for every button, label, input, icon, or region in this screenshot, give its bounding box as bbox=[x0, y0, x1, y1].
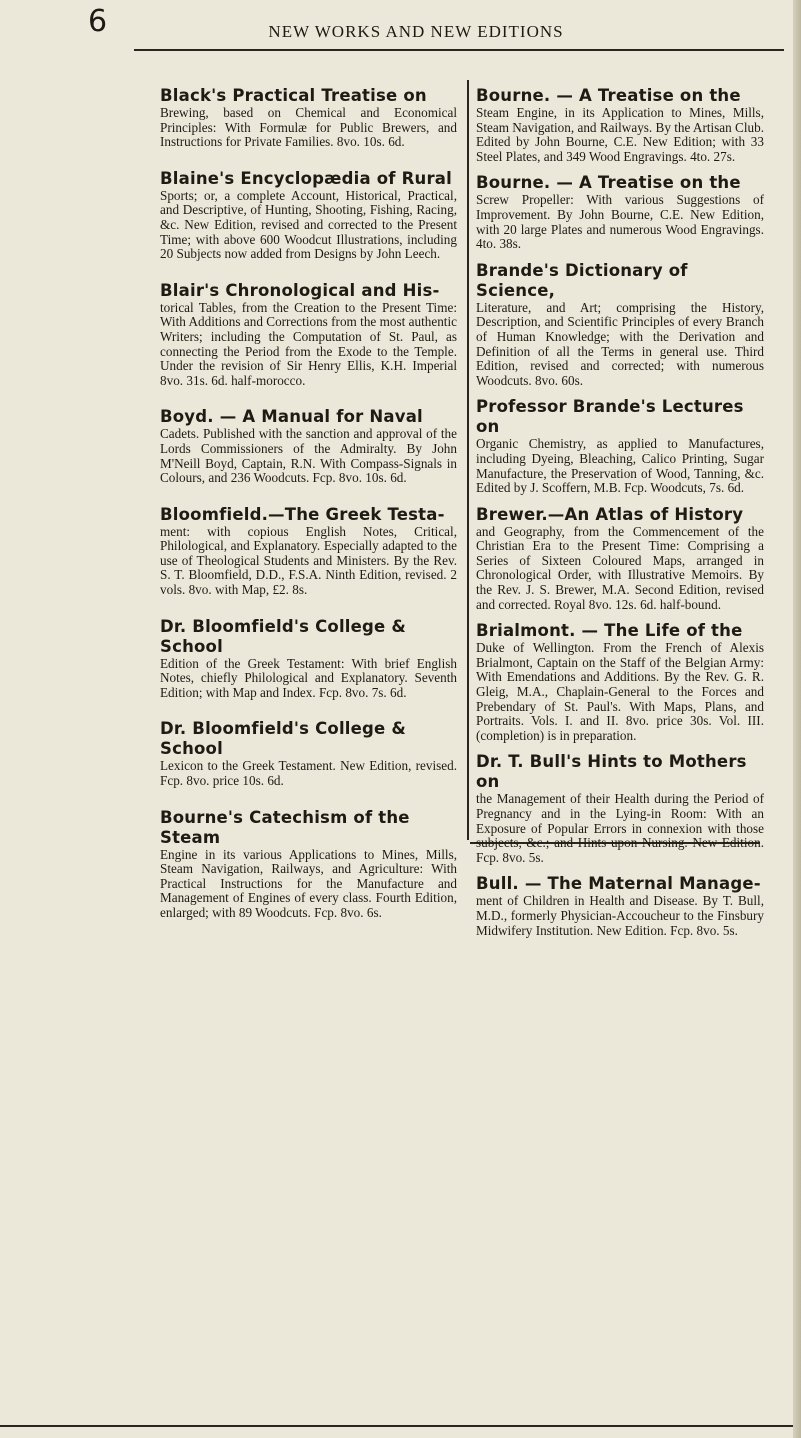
entry-heading: Blaine's Encyclopædia of Rural bbox=[160, 168, 452, 188]
catalogue-entry bbox=[476, 874, 764, 938]
entry-heading: Dr. T. Bull's Hints to Mothers on bbox=[476, 752, 747, 792]
page-number: 6 bbox=[88, 4, 108, 39]
catalogue-entry bbox=[160, 505, 457, 598]
entry-description: Organic Chemistry, as applied to Manufactures, including Dyeing, Bleaching, Calico Printing, Sugar Manufacture, the Preservation of Wood, Tanning, &c. Edited by J. Scoffern, M.B. Fcp. Woodcuts, 7s. 6d. bbox=[476, 436, 764, 496]
entry-heading: Boyd. — A Manual for Naval bbox=[160, 407, 423, 427]
catalogue-entry bbox=[476, 752, 764, 865]
catalogue-entry bbox=[476, 173, 764, 251]
entry-description: Sports; or, a complete Account, Historical, Practical, and Descriptive, of Hunting, Shooting, Fishing, Racing, &c. New Edition, revised and corrected to the Present Time; with above 600 Woodcut Illustrations, including 20 Subjects now added from Designs by John Leech. bbox=[160, 187, 457, 262]
entry-description: and Geography, from the Commencement of the Christian Era to the Present Time: Comprising a Series of Sixteen Coloured Maps, arranged in Chronological Order, with Illustrative Memoirs. By the Rev. J. S. Brewer, M.A. Second Edition, revised and corrected. Royal 8vo. 12s. 6d. half-bound. bbox=[476, 523, 764, 612]
entry-description: torical Tables, from the Creation to the Present Time: With Additions and Corrections from the most authentic Writers; including the Computation of St. Paul, as connecting the Period from the Exode to the Temple. Under the revision of Sir Henry Ellis, K.H. Imperial 8vo. 31s. 6d. half-morocco. bbox=[160, 299, 457, 388]
catalogue-entry bbox=[160, 281, 457, 389]
entry-heading: Bourne. — A Treatise on the bbox=[476, 173, 741, 193]
catalogue-entry bbox=[476, 621, 764, 743]
catalogue-entry bbox=[160, 169, 457, 262]
catalogue-entry bbox=[476, 397, 764, 495]
entry-heading: Professor Brande's Lectures on bbox=[476, 397, 744, 437]
entry-description: Lexicon to the Greek Testament. New Edition, revised. Fcp. 8vo. price 10s. 6d. bbox=[160, 758, 457, 789]
header-rule bbox=[134, 49, 784, 51]
left-column bbox=[160, 86, 457, 940]
page-bottom-rule bbox=[0, 1425, 801, 1427]
entry-description: ment of Children in Health and Disease. By T. Bull, M.D., formerly Physician-Accoucheur to the Finsbury Midwifery Institution. New Edition. Fcp. 8vo. 5s. bbox=[476, 893, 764, 938]
entry-description: the Management of their Health during the Period of Pregnancy and in the Lying-in Room: With an Exposure of Popular Errors in connexion with those subjects, &c.; and Hints upon Nursing. New Edition. Fcp. 8vo. 5s. bbox=[476, 791, 764, 865]
entry-heading: Bloomfield.—The Greek Testa- bbox=[160, 504, 445, 524]
entry-heading: Bourne. — A Treatise on the bbox=[476, 86, 741, 105]
entry-description: Brewing, based on Chemical and Economical Principles: With Formulæ for Public Brewers, and Instructions for Private Families. 8vo. 10s. 6d. bbox=[160, 105, 457, 150]
entry-description: Steam Engine, in its Application to Mines, Mills, Steam Navigation, and Railways. By the Artisan Club. Edited by John Bourne, C.E. New Edition; with 33 Steel Plates, and 349 Wood Engravings. 4to. 27s. bbox=[476, 105, 764, 164]
catalogue-entry bbox=[160, 407, 457, 485]
entry-description: ment: with copious English Notes, Critical, Philological, and Explanatory. Especially adapted to the use of Theological Students and Ministers. By the Rev. S. T. Bloomfield, D.D., F.S.A. Ninth Edition, revised. 2 vols. 8vo. with Map, £2. 8s. bbox=[160, 523, 457, 598]
entry-heading: Brialmont. — The Life of the bbox=[476, 621, 743, 641]
entry-heading: Blair's Chronological and His- bbox=[160, 280, 440, 300]
entry-description: Cadets. Published with the sanction and approval of the Lords Commissioners of the Admiralty. By John M'Neill Boyd, Captain, R.N. With Compass-Signals in Colours, and 236 Woodcuts. Fcp. 8vo. 10s. 6d. bbox=[160, 426, 457, 486]
catalogue-entry bbox=[160, 617, 457, 701]
entry-description: Engine in its various Applications to Mines, Mills, Steam Navigation, Railways, and Agriculture: With Practical Instructions for the Manufacture and Management of Engines of every class. Fourth Edition, enlarged; with 89 Woodcuts. Fcp. 8vo. 6s. bbox=[160, 846, 457, 920]
catalogue-entry bbox=[160, 719, 457, 788]
catalogue-entry bbox=[476, 505, 764, 613]
entry-description: Edition of the Greek Testament: With brief English Notes, chiefly Philological and Explanatory. Seventh Edition; with Map and Index. Fcp. 8vo. 7s. 6d. bbox=[160, 655, 457, 700]
entry-heading: Dr. Bloomfield's College & School bbox=[160, 616, 406, 656]
entry-description: Literature, and Art; comprising the History, Description, and Scientific Principles of every Branch of Human Knowledge; with the Derivation and Definition of all the Terms in general use. Third Edition, revised and corrected; with numerous Woodcuts. 8vo. 60s. bbox=[476, 299, 764, 388]
entry-heading: Bull. — The Maternal Manage- bbox=[476, 874, 761, 894]
entry-heading: Brande's Dictionary of Science, bbox=[476, 260, 688, 300]
entry-heading: Dr. Bloomfield's College & School bbox=[160, 719, 406, 759]
page-edge-shadow bbox=[793, 0, 801, 1438]
entry-heading: Brewer.—An Atlas of History bbox=[476, 504, 744, 524]
column-divider bbox=[467, 80, 469, 840]
entry-heading: Bourne's Catechism of the Steam bbox=[160, 807, 410, 847]
entry-description: Duke of Wellington. From the French of Alexis Brialmont, Captain on the Staff of the Belgian Army: With Emendations and Additions. By the Rev. G. R. Gleig, M.A., Chaplain-General to the Forces and Prebendary of St. Paul's. With Maps, Plans, and Portraits. Vols. I. and II. 8vo. price 30s. Vol. III. (completion) is in preparation. bbox=[476, 640, 764, 743]
catalogue-entry bbox=[476, 86, 764, 164]
running-head: NEW WORKS AND NEW EDITIONS bbox=[268, 22, 564, 41]
catalogue-entry bbox=[160, 86, 457, 150]
catalogue-entry bbox=[476, 261, 764, 389]
catalogue-entry bbox=[160, 808, 457, 921]
entry-heading: Black's Practical Treatise on bbox=[160, 86, 427, 105]
entry-description: Screw Propeller: With various Suggestions of Improvement. By John Bourne, C.E. New Edition, with 20 large Plates and numerous Wood Engravings. 4to. 38s. bbox=[476, 192, 764, 252]
right-column bbox=[476, 86, 764, 947]
